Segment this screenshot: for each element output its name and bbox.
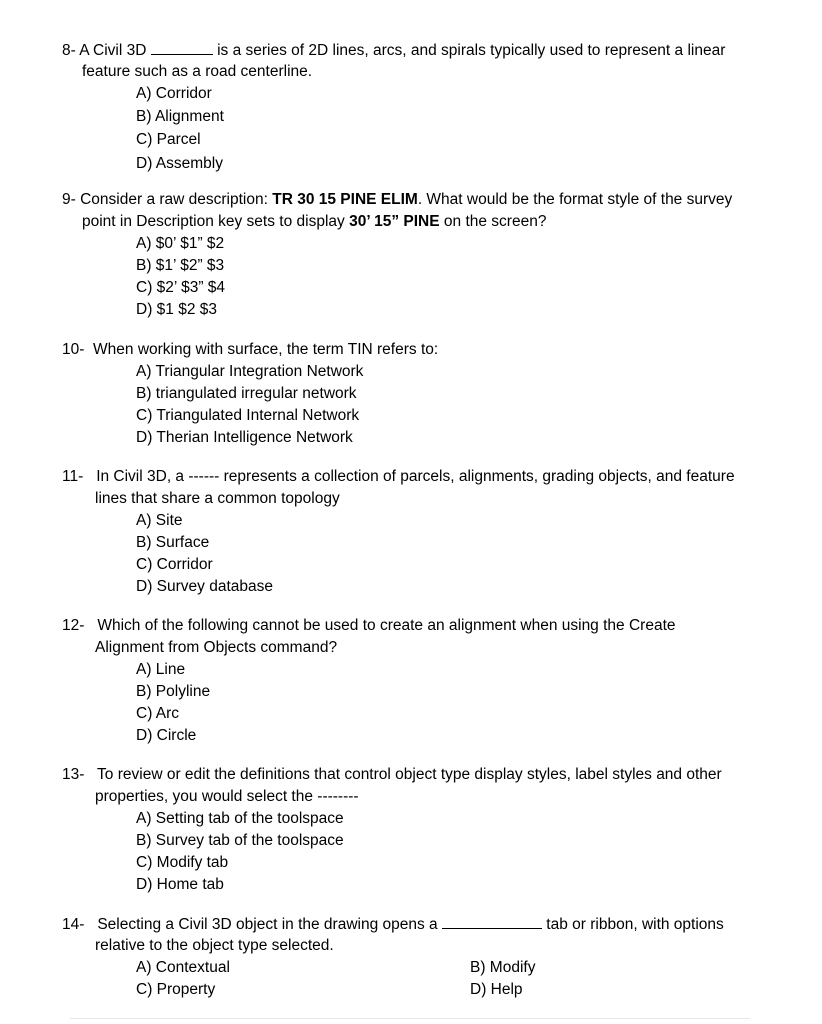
option-b: B) Modify [470,959,536,976]
question-10-stem-line1 [62,340,438,360]
question-13-stem-line2: properties, you would select the -------- [95,788,359,805]
question-12-stem-line2: Alignment from Objects command? [95,639,338,656]
question-text: When working with surface, the term TIN refers to: [93,341,439,358]
question-text: Consider a raw description: [80,191,268,208]
question-number: 14- [62,916,85,933]
question-number: 10- [62,341,85,358]
question-text: is a series of 2D lines, arcs, and spirals typically used to represent a linear [217,42,726,59]
question-11-stem-line2: lines that share a common topology [95,490,340,507]
question-14-stem-line1 [62,914,724,935]
question-text: Which of the following cannot be used to create an alignment when using the Create [97,617,676,634]
question-13-stem-line1 [62,765,722,785]
option-d: D) Help [470,981,523,998]
option-c: C) Modify tab [136,854,229,871]
question-text: on the screen? [443,213,547,230]
question-9-stem-line2 [82,212,546,232]
question-9-stem-line1 [62,190,732,210]
option-a: A) Line [136,661,186,678]
question-14-stem-line2: relative to the object type selected. [95,937,334,954]
option-d: D) $1 $2 $3 [136,301,217,318]
option-c: C) Property [136,981,216,998]
option-a: A) Triangular Integration Network [136,363,364,380]
question-text: In Civil 3D, a ------ represents a collection of parcels, alignments, grading objects, and feature [96,468,735,485]
question-8-stem-line2: feature such as a road centerline. [82,63,313,80]
option-d: D) Home tab [136,876,224,893]
option-a: A) Site [136,512,183,529]
question-text: Selecting a Civil 3D object in the drawing opens a [97,916,438,933]
option-b: B) $1’ $2” $3 [136,257,225,274]
question-number: 8- [62,42,76,59]
option-a: A) Setting tab of the toolspace [136,810,344,827]
option-b: B) triangulated irregular network [136,385,357,402]
option-d: D) Therian Intelligence Network [136,429,353,446]
option-a: A) Contextual [136,959,230,976]
option-c: C) Triangulated Internal Network [136,407,360,424]
option-a: A) Corridor [136,85,212,102]
raw-description: TR 30 15 PINE ELIM [272,191,418,208]
answer-blank [442,914,542,929]
option-c: C) Corridor [136,556,213,573]
option-c: C) Parcel [136,131,201,148]
option-b: B) Survey tab of the toolspace [136,832,344,849]
display-format: 30’ 15” PINE [349,213,440,230]
question-number: 12- [62,617,85,634]
page-divider [70,1018,750,1019]
option-b: B) Polyline [136,683,211,700]
question-text: To review or edit the definitions that control object type display styles, label styles and other [97,766,722,783]
option-b: B) Alignment [136,108,224,125]
question-text: . What would be the format style of the survey [417,191,733,208]
option-a: A) $0’ $1” $2 [136,235,225,252]
answer-blank [151,40,213,55]
question-text: A Civil 3D [79,42,147,59]
option-b: B) Surface [136,534,210,551]
question-12-stem-line1 [62,616,676,636]
question-number: 9- [62,191,76,208]
option-d: D) Circle [136,727,197,744]
option-c: C) $2’ $3” $4 [136,279,226,296]
option-c: C) Arc [136,705,180,722]
question-text: tab or ribbon, with options [546,916,724,933]
option-d: D) Survey database [136,578,273,595]
question-text: point in Description key sets to display [82,213,345,230]
option-d: D) Assembly [136,155,223,172]
question-11-stem-line1 [62,467,735,487]
question-8-stem-line1 [62,40,725,61]
question-number: 11- [62,468,84,485]
question-number: 13- [62,766,85,783]
